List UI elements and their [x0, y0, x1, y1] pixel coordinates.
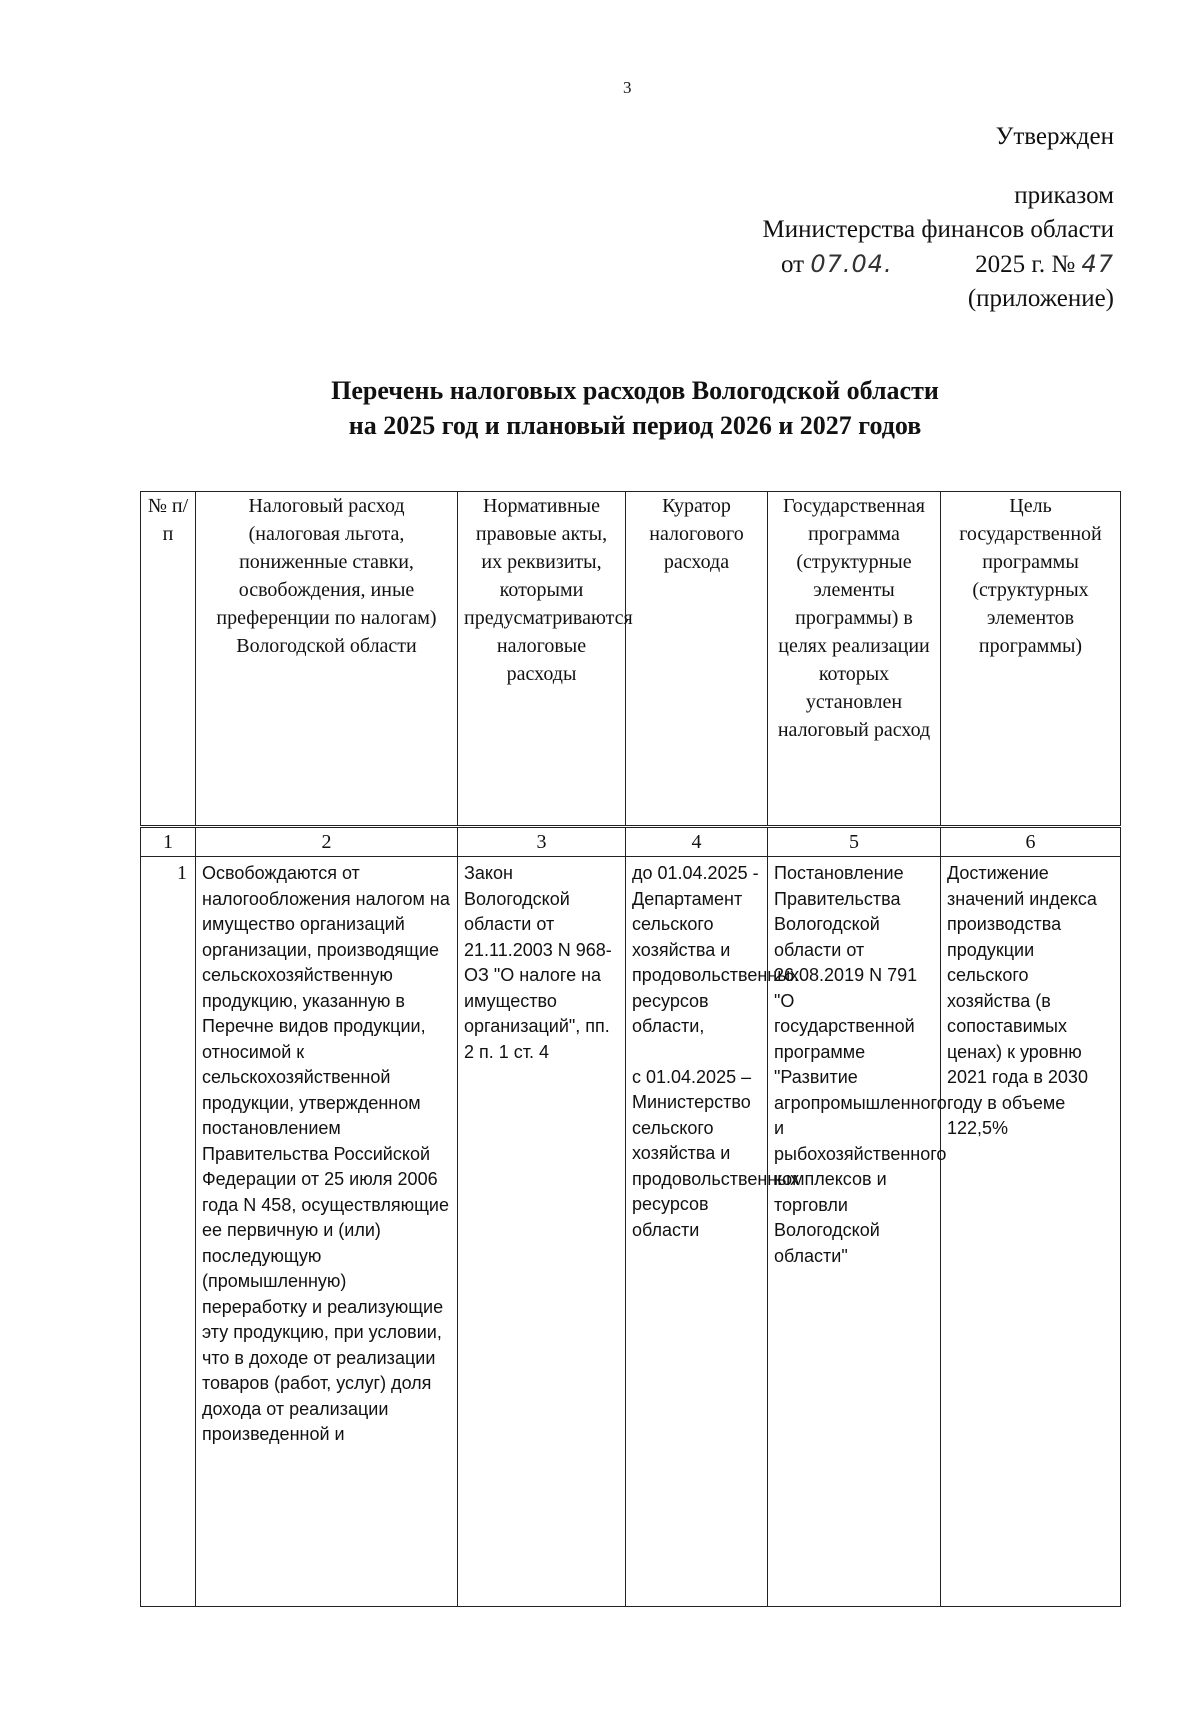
table-header-row [141, 492, 1121, 827]
state-program-cell: Постановление Правительства Вологодской области от 26.08.2019 N 791 "О государственной программе "Развитие агропромышленного и рыбохозяйственного комплексов и торговли Вологодской области" [768, 857, 941, 1607]
column-number: 3 [458, 827, 626, 857]
header-number: № п/п [141, 492, 196, 827]
approval-approved: Утвержден [995, 123, 1114, 150]
handwritten-date: 07.04. [810, 250, 893, 278]
document-title [0, 373, 1200, 443]
curator-cell [626, 857, 800, 1607]
column-number: 6 [941, 827, 1121, 857]
header-program-goal: Цель государственной программы (структурных элементов программы) [941, 492, 1121, 827]
header-legal-acts: Нормативные правовые акты, их реквизиты, которыми предусматриваются налоговые расходы [458, 492, 626, 827]
column-number: 2 [196, 827, 458, 857]
column-number: 4 [626, 827, 768, 857]
approval-from: от [780, 251, 805, 278]
program-goal-cell: Достижение значений индекса производства продукции сельского хозяйства (в сопоставимых ценах) к уровню 2021 года в 2030 году в объеме 122,5% [941, 857, 1121, 1607]
row-number: 1 [141, 857, 196, 1607]
column-number: 5 [768, 827, 941, 857]
curator-before: до 01.04.2025 - Департамент сельского хозяйства и продовольственных ресурсов области, [632, 863, 800, 1036]
tax-expense-cell: Освобождаются от налогообложения налогом на имущество организаций организации, производящие сельскохозяйственную продукцию, указанную в Перечне видов продукции, относимой к сельскохозяйственной продукции, утвержденном постановлением Правительства Российской Федерации от 25 июля 2006 года N 458, осуществляющие ее первичную и (или) последующую (промышленную) переработку и реализующие эту продукцию, при условии, что в доходе от реализации товаров (работ, услуг) доля дохода от реализации произведенной и [196, 857, 458, 1607]
column-number: 1 [141, 827, 196, 857]
header-tax-expense: Налоговый расход (налоговая льгота, пониженные ставки, освобождения, иные преференции по налогам) Вологодской области [196, 492, 458, 827]
title-line-2: на 2025 год и плановый период 2026 и 2027 годов [348, 411, 922, 440]
approval-year: 2025 г. № [975, 251, 1076, 278]
title-line-1: Перечень налоговых расходов Вологодской области [331, 376, 939, 405]
legal-acts-cell: Закон Вологодской области от 21.11.2003 N 968-ОЗ "О налоге на имущество организаций", пп. 2 п. 1 ст. 4 [458, 857, 626, 1607]
approval-date-line [763, 247, 1114, 282]
table-row [141, 857, 1121, 1607]
approval-order: приказом [1014, 182, 1114, 209]
curator-after: с 01.04.2025 – Министерство сельского хозяйства и продовольственных ресурсов области [632, 1066, 800, 1240]
column-number-row [141, 827, 1121, 857]
approval-appendix: (приложение) [967, 285, 1114, 312]
page-number: 3 [623, 78, 632, 97]
header-curator: Куратор налогового расхода [626, 492, 768, 827]
approval-ministry: Министерства финансов области [762, 216, 1114, 243]
tax-expenses-table [140, 491, 1121, 1607]
handwritten-number: 47 [1081, 250, 1114, 278]
header-state-program: Государственная программа (структурные элементы программы) в целях реализации которых установлен налоговый расход [768, 492, 941, 827]
approval-block [763, 120, 1114, 316]
